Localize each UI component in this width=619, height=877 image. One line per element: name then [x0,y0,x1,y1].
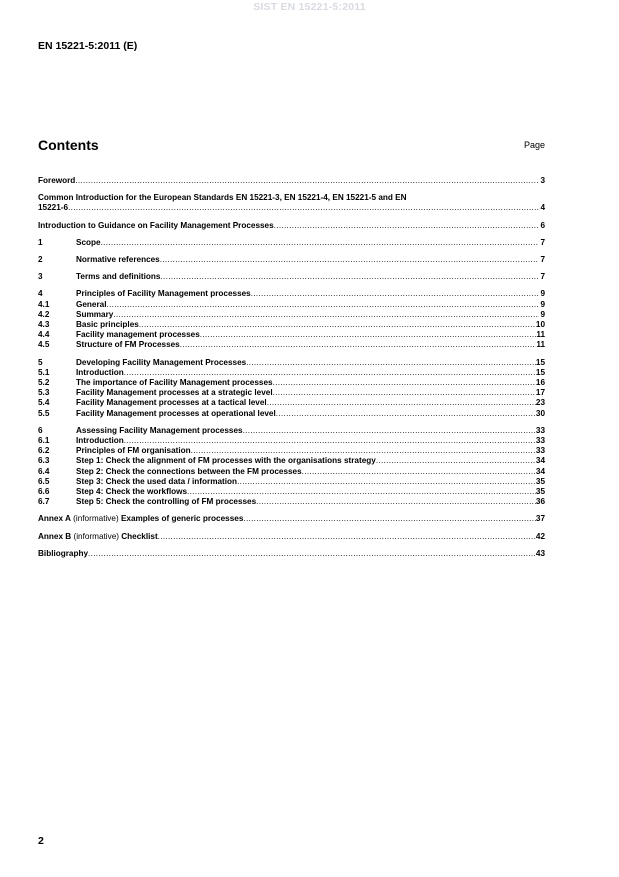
toc-number: 5.5 [38,408,50,418]
toc-title: Principles of FM organisation [76,446,191,456]
toc-title: Foreword [38,176,76,185]
toc-number: 6.4 [38,466,50,476]
toc-page: 35 [535,487,545,497]
toc-entry-3[interactable] [38,272,545,282]
toc-number: 5.1 [38,367,50,377]
dot-leader [243,514,536,524]
page-number: 2 [38,835,44,847]
toc-page: 9 [540,299,545,309]
toc-entry-6-2[interactable] [38,446,545,456]
toc-title: Step 1: Check the alignment of FM processes with the organisations strategy [76,456,376,466]
toc-number: 4.5 [38,340,50,350]
toc-entry-5[interactable] [38,358,545,368]
toc-page: 17 [535,388,545,398]
toc-entry-6-7[interactable] [38,497,545,507]
toc-number: 6.5 [38,476,50,486]
toc-page: 9 [540,289,545,299]
dot-leader [75,176,539,186]
toc-entry-common-introduction[interactable] [38,193,545,213]
toc-entry-4-4[interactable] [38,330,545,340]
dot-leader [187,487,536,497]
toc-entry-4-5[interactable] [38,340,545,350]
toc-number: 5.3 [38,388,50,398]
dot-leader [160,255,539,265]
toc-entry-4-3[interactable] [38,320,545,330]
dot-leader [113,310,539,320]
toc-page: 34 [535,456,545,466]
toc-title: Structure of FM Processes [76,340,180,350]
dot-leader [107,300,540,310]
toc-title: Facility Management processes at a tactical level [76,398,267,408]
toc-number: 6.2 [38,446,50,456]
annex-informative: (informative) [71,531,122,541]
toc-page: 15 [535,357,545,367]
dot-leader [256,497,536,507]
toc-entry-6-1[interactable] [38,436,545,446]
toc-entry-6-5[interactable] [38,477,545,487]
toc-number: 5.2 [38,378,50,388]
toc-page: 11 [536,340,545,350]
dot-leader [180,340,537,350]
dot-leader [302,467,536,477]
toc-title: Scope [76,237,101,247]
toc-title: Step 3: Check the used data / information [76,476,238,486]
dot-leader [160,272,539,282]
toc-entry-4-2[interactable] [38,310,545,320]
toc-page: 4 [540,203,545,213]
annex-informative: (informative) [70,514,121,524]
toc-entry-2[interactable] [38,255,545,265]
dot-leader [191,446,536,456]
toc-page: 43 [535,548,545,558]
toc-number: 5 [38,357,43,367]
toc-number: 6.7 [38,497,50,507]
toc-title-line-1: Common Introduction for the European Standards EN 15221-3, EN 15221-4, EN 15221-5 and EN [38,193,407,203]
toc-page: 36 [535,497,545,507]
toc-page: 34 [535,466,545,476]
toc-title: Introduction [76,436,124,446]
toc-title: Step 5: Check the controlling of FM processes [76,497,257,507]
toc-number: 4.2 [38,309,50,319]
toc-number: 6 [38,425,43,435]
toc-title: Principles of Facility Management processes [76,289,251,299]
toc-number: 4.1 [38,299,50,309]
table-of-contents [38,176,545,559]
dot-leader [251,289,539,299]
dot-leader [276,409,536,419]
toc-number: 1 [38,237,43,247]
toc-page: 7 [540,237,545,247]
toc-page: 23 [535,398,545,408]
dot-leader [88,549,536,559]
toc-title [38,532,158,542]
dot-leader [267,398,536,408]
toc-title: Terms and definitions [76,272,161,282]
toc-number: 5.4 [38,398,50,408]
toc-entry-introduction-guidance[interactable] [38,221,545,231]
toc-page: 7 [540,272,545,282]
toc-title [38,514,243,524]
toc-title: Bibliography [38,548,89,558]
toc-entry-1[interactable] [38,238,545,248]
annex-label: Annex B [38,531,72,541]
toc-page: 7 [540,255,545,265]
toc-page: 6 [540,220,545,230]
toc-title: Facility Management processes at a strategic level [76,388,273,398]
toc-page: 3 [540,176,545,185]
annex-title: Examples of generic processes [120,514,244,524]
toc-number: 4 [38,289,43,299]
toc-number: 6.1 [38,436,50,446]
toc-entry-6-4[interactable] [38,467,545,477]
dot-leader [273,388,536,398]
dot-leader [124,436,536,446]
toc-title: Facility Management processes at operational level [76,408,276,418]
watermark: SIST EN 15221-5:2011 [253,1,366,13]
page-column-label: Page [523,140,545,150]
toc-entry-5-2[interactable] [38,378,545,388]
toc-page: 11 [536,330,545,340]
toc-page: 30 [535,408,545,418]
toc-number: 3 [38,272,43,282]
toc-number: 4.4 [38,330,50,340]
toc-page: 42 [535,531,545,541]
toc-title: Introduction to Guidance on Facility Management Processes [38,220,274,230]
toc-title: The importance of Facility Management processes [76,378,273,388]
toc-page: 10 [535,320,545,330]
toc-title: Introduction [76,367,124,377]
toc-title: Summary [76,309,114,319]
toc-title: Developing Facility Management Processes [76,357,247,367]
toc-number: 6.6 [38,487,50,497]
toc-page: 37 [535,514,545,524]
toc-entry-foreword[interactable] [38,176,545,186]
toc-title-line-2: 15221-6 [38,203,69,213]
document-header: EN 15221-5:2011 (E) [38,40,138,52]
dot-leader [139,320,536,330]
toc-number: 6.3 [38,456,50,466]
dot-leader [158,532,536,542]
dot-leader [101,238,539,248]
toc-entry-5-1[interactable] [38,368,545,378]
toc-page: 9 [540,309,545,319]
toc-entry-5-5[interactable] [38,409,545,419]
dot-leader [124,368,536,378]
toc-title: Assessing Facility Management processes [76,425,243,435]
toc-entry-6-3[interactable] [38,456,545,466]
toc-page: 33 [535,446,545,456]
dot-leader [376,456,536,466]
toc-entry-6-6[interactable] [38,487,545,497]
toc-page: 33 [535,425,545,435]
dot-leader [200,330,537,340]
toc-number: 4.3 [38,320,50,330]
toc-title: Step 2: Check the connections between the FM processes [76,466,302,476]
contents-title: Contents [38,137,99,153]
toc-title: Basic principles [76,320,139,330]
toc-entry-5-3[interactable] [38,388,545,398]
dot-leader [246,358,536,368]
toc-entry-6[interactable] [38,426,545,436]
toc-title: Facility management processes [76,330,200,340]
dot-leader [237,477,536,487]
toc-title: Step 4: Check the workflows [76,487,188,497]
toc-title: General [76,299,107,309]
dot-leader [274,221,539,231]
dot-leader [273,378,536,388]
toc-entry-4[interactable] [38,289,545,299]
dot-leader [68,203,539,213]
toc-page: 35 [535,476,545,486]
toc-title: Normative references [76,255,160,265]
annex-label: Annex A [38,514,71,524]
toc-number: 2 [38,255,43,265]
dot-leader [243,426,536,436]
toc-entry-5-4[interactable] [38,398,545,408]
toc-entry-annex-b[interactable] [38,532,545,542]
toc-page: 33 [535,436,545,446]
toc-page: 16 [535,378,545,388]
toc-page: 15 [535,367,545,377]
toc-entry-bibliography[interactable] [38,549,545,559]
toc-entry-4-1[interactable] [38,300,545,310]
toc-entry-annex-a[interactable] [38,514,545,524]
annex-title: Checklist [121,531,158,541]
